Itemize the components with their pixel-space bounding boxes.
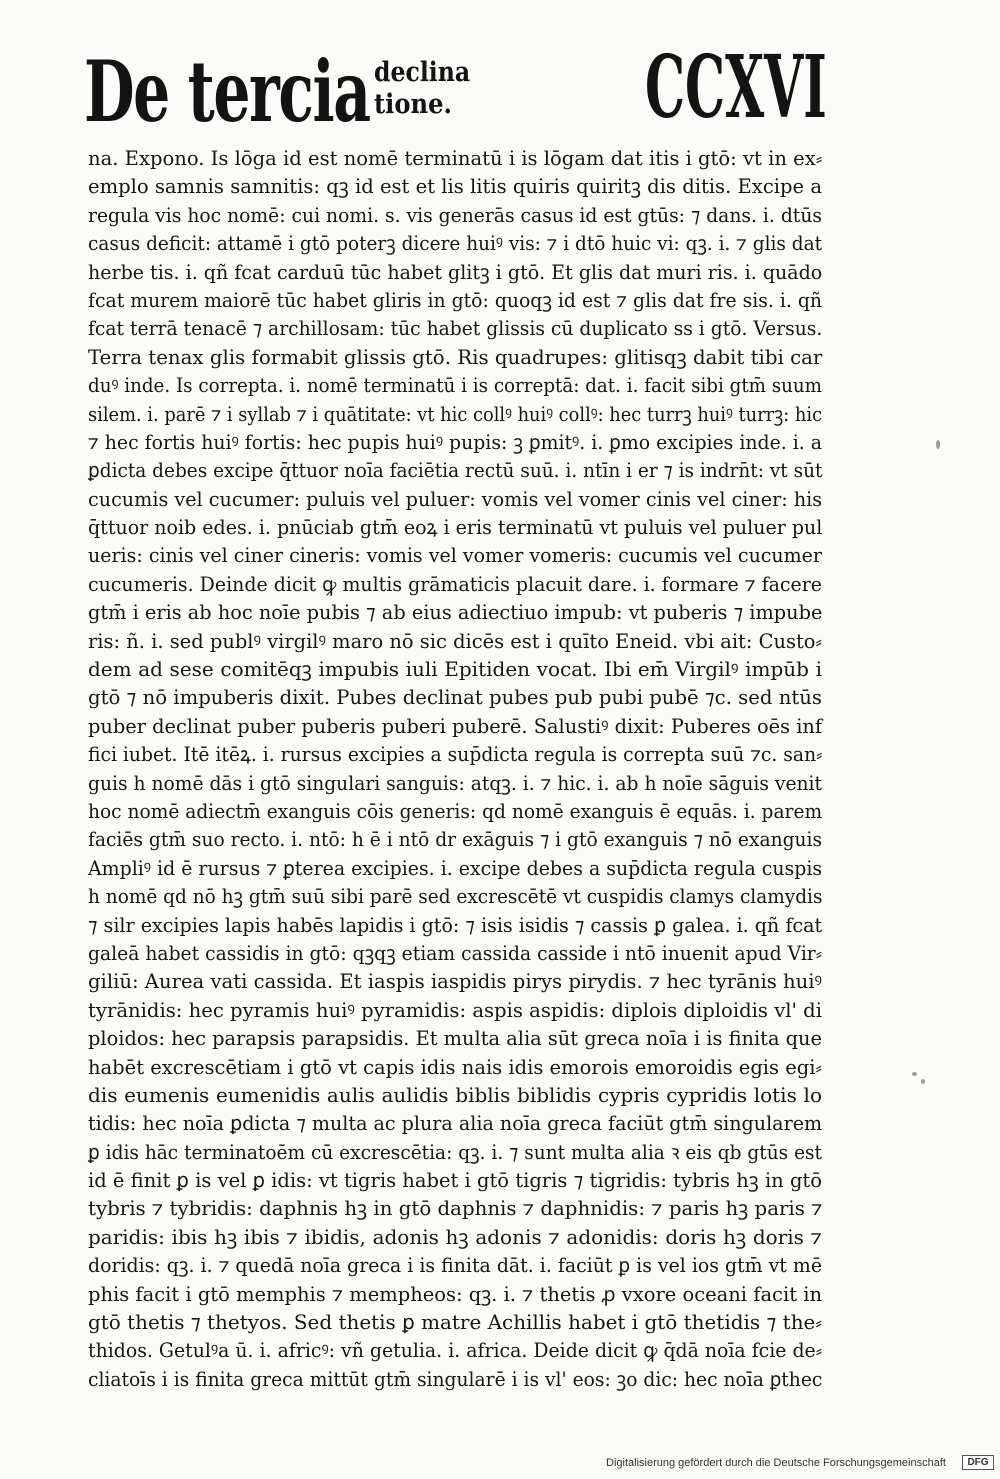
text-line: fcat terrā tenacē ⁊ archillosam: tūc habet glissis cū duplicato ss i gtō. Versus. — [88, 316, 823, 341]
body-text — [88, 144, 822, 1393]
text-line: h nomē qd nō hꝫ gtm̄ suū sibi parē sed excrescētē vt cuspidis clamys clamydis — [88, 884, 823, 909]
text-line: ueris: cinis vel ciner cineris: vomis vel vomer vomeris: cucumis vel cucumer — [88, 543, 822, 568]
text-line: cucumis vel cucumer: puluis vel puluer: vomis vel vomer cinis vel ciner: his — [88, 486, 823, 511]
text-line: giliū: Aurea vati cassida. Et iaspis iaspidis pirys pirydis. ⁊ hec tyrānis huiꝰ — [88, 969, 822, 994]
text-line: silem. i. parē ⁊ i syllab ⁊ i quātitate: vt hic collꝰ huiꝰ collꝰ: hec turrꝫ huiꝰ turrꝫ: hic — [88, 401, 823, 426]
text-line: tybris ⁊ tybridis: daphnis hꝫ in gtō daphnis ⁊ daphnidis: ⁊ paris hꝫ paris ⁊ — [88, 1196, 823, 1221]
text-line: cliatoīs i is finita greca mittūt gtm̄ singularē i is vl' eos: ꝫo dic: hec noīa ꝑthec — [88, 1366, 823, 1391]
dfg-logo: DFG — [962, 1455, 994, 1470]
text-line: thidos. Getulꝰa ū. i. africꝰ: vñ getulia. i. africa. Deide dicit ꝙ q̄dā noīa fcie de⸗ — [88, 1338, 822, 1363]
text-line: phis facit i gtō memphis ⁊ mempheos: qꝫ. i. ⁊ thetis ꝓ vxore oceani facit in — [88, 1281, 822, 1306]
text-line: na. Expono. Is lōga id est nomē terminatū i is lōgam dat itis i gtō: vt in ex⸗ — [88, 146, 823, 170]
text-line: herbe tis. i. qñ fcat carduū tūc habet glitꝫ i gtō. Et glis dat muri ris. i. quādo — [88, 259, 823, 284]
text-line: guis h nomē dās i gtō singulari sanguis: atqꝫ. i. ⁊ hic. i. ab h noīe sāguis venit — [88, 770, 822, 795]
text-line: q̄ttuor noib edes. i. pnūciab gtm̄ eoꝝ i eris terminatū vt puluis vel puluer pul — [88, 515, 823, 540]
ink-speck — [912, 1072, 917, 1076]
text-line: Ampliꝰ id ē rursus ⁊ ꝑterea excipies. i. excipe debes a sup̄dicta regula cuspis — [88, 855, 823, 880]
text-line: hoc nomē adiectm̄ exanguis cōis generis: qd nomē exanguis ē equās. i. parem — [88, 798, 823, 823]
text-line: dem ad sese comitēqꝫ impubis iuli Epitiden vocat. Ibi em̄ Virgilꝰ impūb i — [88, 657, 822, 682]
text-line: casus deficit: attamē i gtō poterꝫ dicere huiꝰ vis: ⁊ i dtō huic vi: qꝫ. i. ⁊ glis dat — [88, 231, 822, 256]
text-line: ꝑ idis hāc terminatoēm cū excrescētia: qꝫ. i. ⁊ sunt multa alia ꝛ eis qb gtūs est — [88, 1139, 822, 1164]
text-line: doridis: qꝫ. i. ⁊ quedā noīa greca i is finita dāt. i. faciūt ꝑ is vel ios gtm̄ vt mē — [88, 1253, 822, 1278]
ink-speck — [936, 440, 940, 449]
text-line: faciēs gtm̄ suo recto. i. ntō: h ē i ntō dr exāguis ⁊ i gtō exanguis ⁊ nō exanguis — [88, 827, 823, 852]
text-line: emplo samnis samnitis: qꝫ id est et lis litis quiris quiritꝫ dis ditis. Excipe a — [88, 174, 822, 199]
text-line: Terra tenax glis formabit glissis gtō. Ris quadrupes: glitisqꝫ dabit tibi car — [88, 344, 823, 369]
text-line: ⁊ hec fortis huiꝰ fortis: hec pupis huiꝰ pupis: ꝫ ꝑmitꝰ. i. ꝑmo excipies inde. i. a — [88, 429, 822, 454]
text-line: ⁊ silr excipies lapis habēs lapidis i gtō: ⁊ isis isidis ⁊ cassis ꝑ galea. i. qñ fcat — [88, 912, 823, 937]
text-line: fici iubet. Itē itēꝝ. i. rursus excipies a sup̄dicta regula is correpta suū ⁊c. san⸗ — [88, 742, 823, 767]
text-line: id ē finit ꝑ is vel ꝑ idis: vt tigris habet i gtō tigris ⁊ tigridis: tybris hꝫ in gtō — [88, 1168, 822, 1193]
ink-speck — [921, 1079, 925, 1084]
text-line: tidis: hec noīa ꝑdicta ⁊ multa ac plura alia noīa greca faciūt gtm̄ singularem — [88, 1111, 823, 1136]
text-line: cucumeris. Deinde dicit ꝙ multis grāmaticis placuit dare. i. formare ⁊ facere — [88, 571, 822, 596]
text-line: gtō thetis ⁊ thetyos. Sed thetis ꝑ matre Achillis habet i gtō thetidis ⁊ the⸗ — [88, 1310, 822, 1335]
text-line: ploidos: hec parapsis parapsidis. Et multa alia sūt greca noīa i is finita que — [88, 1026, 822, 1051]
text-line: paridis: ibis hꝫ ibis ⁊ ibidis, adonis hꝫ adonis ⁊ adonidis: doris hꝫ doris ⁊ — [88, 1224, 822, 1249]
digitization-credit: Digitalisierung gefördert durch die Deutsche Forschungsgemeinschaft — [606, 1457, 946, 1469]
text-line: ꝑdicta debes excipe q̄ttuor noīa faciētia rectū suū. i. ntīn i er ⁊ is indrn̄t: vt sūt — [88, 458, 823, 483]
running-title-suffix-top: declina — [374, 57, 471, 88]
text-line: ris: ñ. i. sed publꝰ virgilꝰ maro nō sic dicēs est i quīto Eneid. vbi ait: Custo⸗ — [88, 628, 822, 653]
running-title: De tercia — [84, 42, 370, 141]
text-line: fcat murem maiorē tūc habet gliris in gtō: quoqꝫ id est ⁊ glis dat fre sis. i. qñ — [88, 287, 822, 312]
text-line: habēt excrescētiam i gtō vt capis idis nais idis emorois emoroidis egis egi⸗ — [88, 1054, 822, 1079]
text-line: galeā habet cassidis in gtō: qꝫqꝫ etiam cassida casside i ntō inuenit apud Vir⸗ — [88, 940, 822, 965]
text-line: dis eumenis eumenidis aulis aulidis biblis biblidis cypris cypridis lotis lo — [88, 1082, 822, 1107]
text-line: tyrānidis: hec pyramis huiꝰ pyramidis: aspis aspidis: diplois diploidis vl' di — [88, 997, 822, 1022]
text-line: regula vis hoc nomē: cui nomi. s. vis generās casus id est gtūs: ⁊ dans. i. dtūs — [88, 202, 822, 227]
running-title-suffix-bottom: tione. — [374, 89, 452, 120]
text-line: gtō ⁊ nō impuberis dixit. Pubes declinat pubes pub pubi pubē ⁊c. sed ntūs — [88, 685, 823, 710]
text-line: gtm̄ i eris ab hoc noīe pubis ⁊ ab eius adiectiuo impub: vt puberis ⁊ impube — [88, 600, 823, 625]
text-line: puber declinat puber puberis puberi puberē. Salustiꝰ dixit: Puberes oēs inf — [88, 713, 823, 738]
text-line: duꝰ inde. Is correpta. i. nomē terminatū i is correptā: dat. i. facit sibi gtm̄ suum — [88, 373, 822, 398]
folio-number: CCXVI — [645, 37, 827, 138]
